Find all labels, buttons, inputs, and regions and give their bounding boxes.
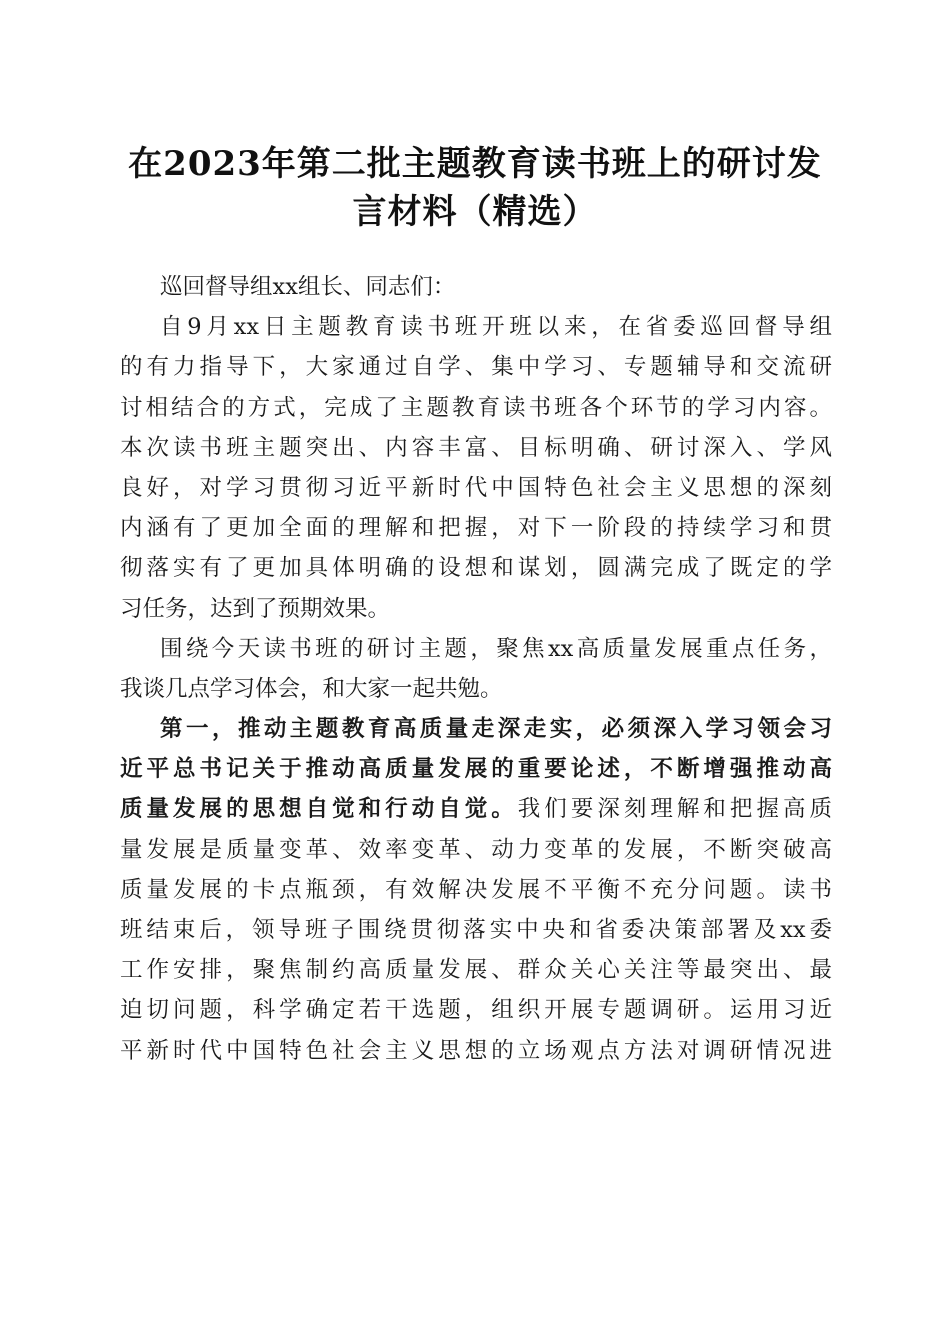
text-line: 讨相结合的方式，完成了主题教育读书班各个环节的学习内容。 bbox=[120, 394, 832, 421]
bold-text-line: 第一，推动主题教育高质量走深走实，必须深入学习领会习 bbox=[160, 716, 832, 743]
title-line-1: 在2023年第二批主题教育读书班上的研讨发 bbox=[128, 144, 822, 184]
paragraph-2 bbox=[120, 629, 832, 709]
paragraph-1 bbox=[120, 307, 832, 629]
salutation: 巡回督导组xx组长、同志们： bbox=[160, 274, 456, 300]
text-line: 本次读书班主题突出、内容丰富、目标明确、研讨深入、学风 bbox=[120, 434, 832, 461]
text-line: 量发展是质量变革、效率变革、动力变革的发展，不断突破高 bbox=[120, 836, 832, 863]
text-line: 围绕今天读书班的研讨主题，聚焦xx高质量发展重点任务， bbox=[160, 635, 832, 662]
text-line: 平新时代中国特色社会主义思想的立场观点方法对调研情况进 bbox=[120, 1037, 832, 1064]
text-line: 内涵有了更加全面的理解和把握，对下一阶段的持续学习和贯 bbox=[120, 515, 832, 542]
text-line: 自9月xx日主题教育读书班开班以来，在省委巡回督导组 bbox=[160, 314, 832, 341]
paragraph-3 bbox=[120, 709, 832, 1071]
text-segment: 我们要深刻理解和把握高质 bbox=[517, 796, 832, 823]
text-line: 习任务，达到了预期效果。 bbox=[120, 595, 391, 622]
text-line: 迫切问题，科学确定若干选题，组织开展专题调研。运用习近 bbox=[120, 997, 832, 1024]
bold-text-line: 近平总书记关于推动高质量发展的重要论述，不断增强推动高 bbox=[120, 756, 832, 783]
bold-segment: 质量发展的思想自觉和行动自觉。 bbox=[120, 796, 518, 823]
document-body bbox=[120, 267, 832, 1071]
title-line-2: 言材料（精选） bbox=[352, 192, 598, 232]
text-line: 质量发展的卡点瓶颈，有效解决发展不平衡不充分问题。读书 bbox=[120, 876, 832, 903]
text-line: 彻落实有了更加具体明确的设想和谋划，圆满完成了既定的学 bbox=[120, 555, 832, 582]
text-line: 班结束后，领导班子围绕贯彻落实中央和省委决策部署及xx委 bbox=[120, 917, 832, 943]
mixed-text-line bbox=[120, 789, 832, 829]
text-line: 工作安排，聚焦制约高质量发展、群众关心关注等最突出、最 bbox=[120, 957, 832, 984]
text-line: 我谈几点学习体会，和大家一起共勉。 bbox=[120, 675, 503, 702]
text-line: 的有力指导下，大家通过自学、集中学习、专题辅导和交流研 bbox=[120, 354, 832, 381]
text-line: 良好，对学习贯彻习近平新时代中国特色社会主义思想的深刻 bbox=[120, 474, 832, 501]
document-title bbox=[120, 140, 830, 236]
